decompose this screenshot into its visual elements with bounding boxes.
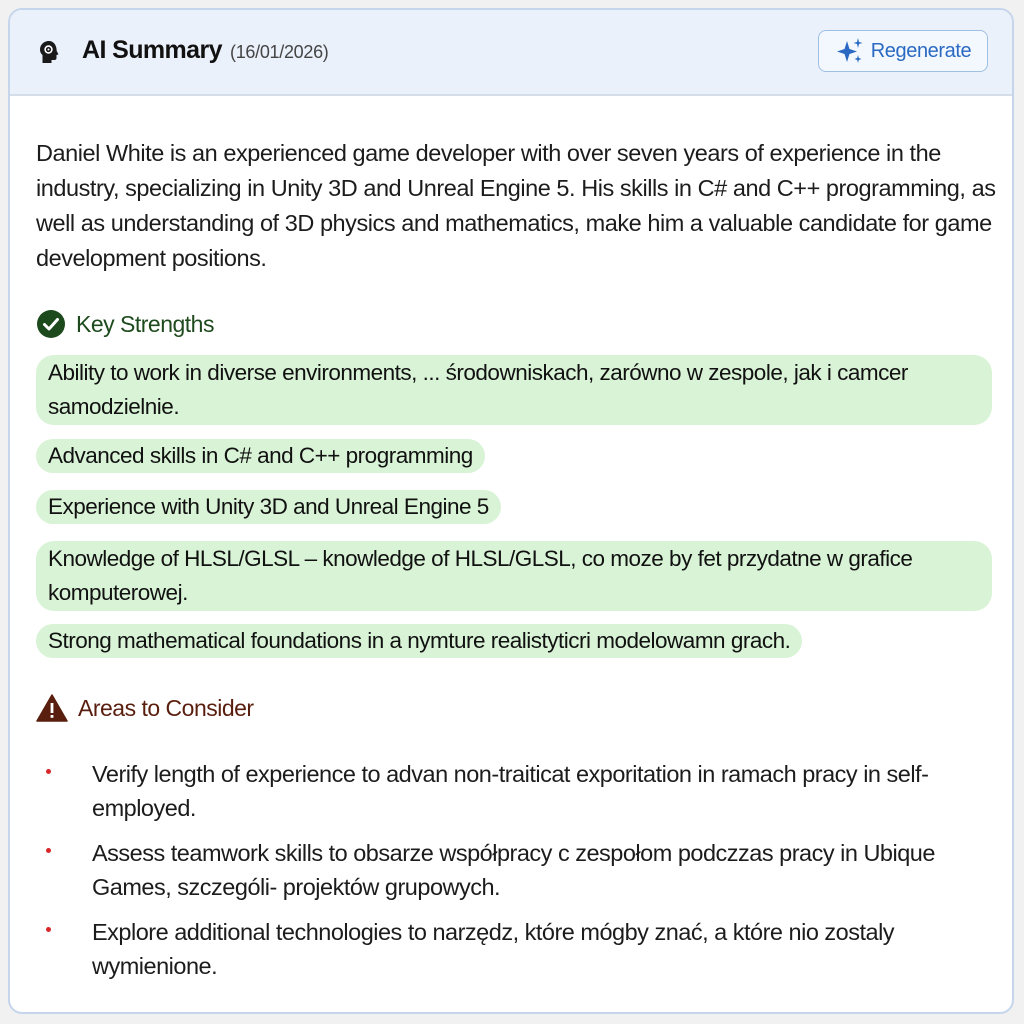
bullet-dot xyxy=(46,927,51,932)
ai-summary-card xyxy=(8,8,1014,1014)
strength-pill: Strong mathematical foundations in a nymture realistyticri modelowamn grach. xyxy=(36,624,802,658)
areas-to-consider-title: Areas to Consider xyxy=(78,694,254,721)
bullet-dot xyxy=(46,848,51,853)
list-item-text: Verify length of experience to advan non-traiticat exporitation in ramach pracy in self-employed. xyxy=(92,761,929,821)
summary-date: (16/01/2026) xyxy=(230,42,329,62)
card-header xyxy=(10,10,1012,96)
areas-to-consider-heading xyxy=(36,694,254,722)
card-title: AI Summary xyxy=(82,36,222,64)
strength-pill: Advanced skills in C# and C++ programming xyxy=(36,439,485,473)
strength-pill: Experience with Unity 3D and Unreal Engine 5 xyxy=(36,490,501,524)
list-item-text: Explore additional technologies to narzędz, które mógby znać, a które nio zostaly wymienione. xyxy=(92,919,895,979)
strength-pill: Ability to work in diverse environments, ... środowniskach, zarówno w zespole, jak i camcer samodzielnie. xyxy=(36,355,992,425)
key-strengths-heading xyxy=(36,309,214,339)
bullet-dot xyxy=(46,769,51,774)
head-gear-icon xyxy=(38,40,60,64)
warning-triangle-icon xyxy=(36,694,68,722)
regenerate-button[interactable] xyxy=(818,30,988,72)
key-strengths-title: Key Strengths xyxy=(76,310,214,337)
regenerate-label: Regenerate xyxy=(870,39,972,62)
strength-pill: Knowledge of HLSL/GLSL – knowledge of HLSL/GLSL, co moze by fet przydatne w grafice komputerowej. xyxy=(36,541,992,611)
sparkle-icon xyxy=(835,36,865,66)
summary-text: Daniel White is an experienced game developer with over seven years of experience in the industry, specializing in Unity 3D and Unreal Engine 5. His skills in C# and C++ programming, as well as understanding of 3D physics and mathematics, make him a valuable candidate for game development positions. xyxy=(36,140,996,271)
check-circle-icon xyxy=(36,309,66,339)
list-item-text: Assess teamwork skills to obsarze współpracy c zespołom podczzas pracy in Ubique Games, szczególi- projektów grupowych. xyxy=(92,840,935,900)
